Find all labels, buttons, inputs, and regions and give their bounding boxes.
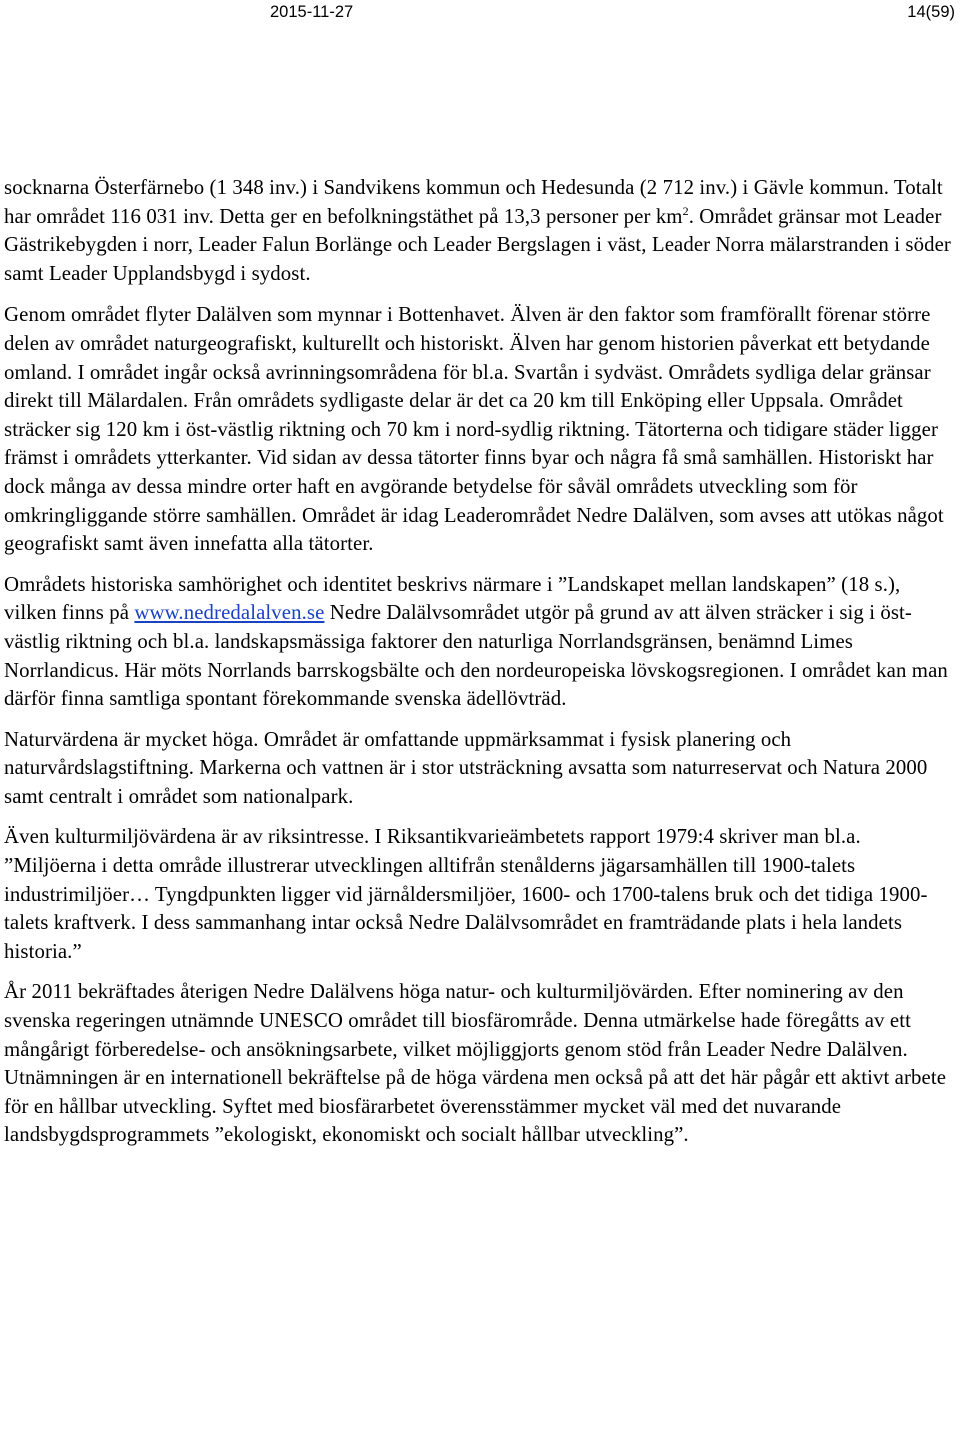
header-date: 2015-11-27 bbox=[270, 3, 354, 21]
paragraph-population-text-a: socknarna Österfärnebo (1 348 inv.) i Sandvikens kommun och Hedesunda (2 712 inv.) i Gävle kommun. Totalt har området 116 031 inv. Detta ger en befolkningstäthet på 13,3 personer per km bbox=[4, 176, 943, 228]
paragraph-population-text-b: . Området gränsar mot Leader Gästrikebygden i norr, Leader Falun Borlänge och Leader Bergslagen i väst, Leader Norra mälarstranden i söder samt Leader Upplandsbygd i sydost. bbox=[4, 204, 951, 285]
nedredalalven-link[interactable]: www.nedredalalven.se bbox=[134, 601, 325, 625]
document-body bbox=[4, 174, 954, 1150]
paragraph-culture: Även kulturmiljövärdena är av riksintresse. I Riksantikvarieämbetets rapport 1979:4 skriver man bl.a. ”Miljöerna i detta område illustrerar utvecklingen alltifrån stenålderns jägarsamhällen till 1900-talets industrimiljöer… Tyngdpunkten ligger vid järnåldersmiljöer, 1600- och 1700-talens bruk och det tidiga 1900-talets kraftverk. I dess sammanhang intar också Nedre Dalälvsområdet en framträdande plats i hela landets historia.” bbox=[4, 825, 928, 963]
paragraph-unesco: År 2011 bekräftades återigen Nedre Dalälvens höga natur- och kulturmiljövärden. Efter nominering av den svenska regeringen utnämnde UNESCO området till biosfärområde. Denna utmärkelse hade föregåtts av ett mångårigt förberedelse- och ansökningsarbete, vilket möjliggjorts genom stöd från Leader Nedre Dalälven. Utnämningen är en internationell bekräftelse på de höga värdena men också på att det här pågår ett aktivt arbete för en hållbar utveckling. Syftet med biosfärarbetet överensstämmer mycket väl med det nuvarande landsbygdsprogrammets ”ekologiskt, ekonomiskt och socialt hållbar utveckling”. bbox=[4, 980, 947, 1147]
paragraph-population bbox=[4, 174, 954, 288]
page-header bbox=[0, 0, 960, 40]
superscript-2: 2 bbox=[682, 203, 689, 218]
paragraph-dalalven: Genom området flyter Dalälven som mynnar i Bottenhavet. Älven är den faktor som framförallt förenar större delen av området naturgeografiskt, kulturellt och historiskt. Älven har genom historien påverkat ett betydande omland. I området ingår också avrinningsområdena för bl.a. Svartån i sydväst. Områdets sydliga delar gränsar direkt till Mälardalen. Från områdets sydligaste delar är det ca 20 km till Enköping eller Uppsala. Området sträcker sig 120 km i öst-västlig riktning och 70 km i nord-sydlig riktning. Tätorterna och tidigare städer ligger främst i områdets ytterkanter. Vid sidan av dessa tätorter finns byar och några få små samhällen. Historiskt har dock många av dessa mindre orter haft en avgörande betydelse för såväl områdets utveckling som för omkringliggande större samhällen. Området är idag Leaderområdet Nedre Dalälven, som avses att utökas något geografiskt samt även innefatta alla tätorter. bbox=[4, 303, 944, 556]
paragraph-identity bbox=[4, 571, 954, 714]
page-number: 14(59) bbox=[907, 3, 955, 21]
paragraph-identity-text-b: Nedre Dalälvsområdet utgör på grund av att älven sträcker i sig i öst-västlig riktning och bl.a. landskapsmässiga faktorer den naturliga Norrlandsgränsen, benämnd Limes Norrlandicus. Här möts Norrlands barrskogsbälte och den nordeuropeiska lövskogsregionen. I området kan man därför finna samtliga spontant förekommande svenska ädellövträd. bbox=[4, 601, 948, 711]
paragraph-identity-text-a: Områdets historiska samhörighet och identitet beskrivs närmare i ”Landskapet mellan landskapen” (18 s.), vilken finns på bbox=[4, 572, 901, 625]
paragraph-nature: Naturvärdena är mycket höga. Området är omfattande uppmärksammat i fysisk planering och naturvårdslagstiftning. Markerna och vattnen är i stor utsträckning avsatta som naturreservat och Natura 2000 samt centralt i området som nationalpark. bbox=[4, 727, 928, 808]
